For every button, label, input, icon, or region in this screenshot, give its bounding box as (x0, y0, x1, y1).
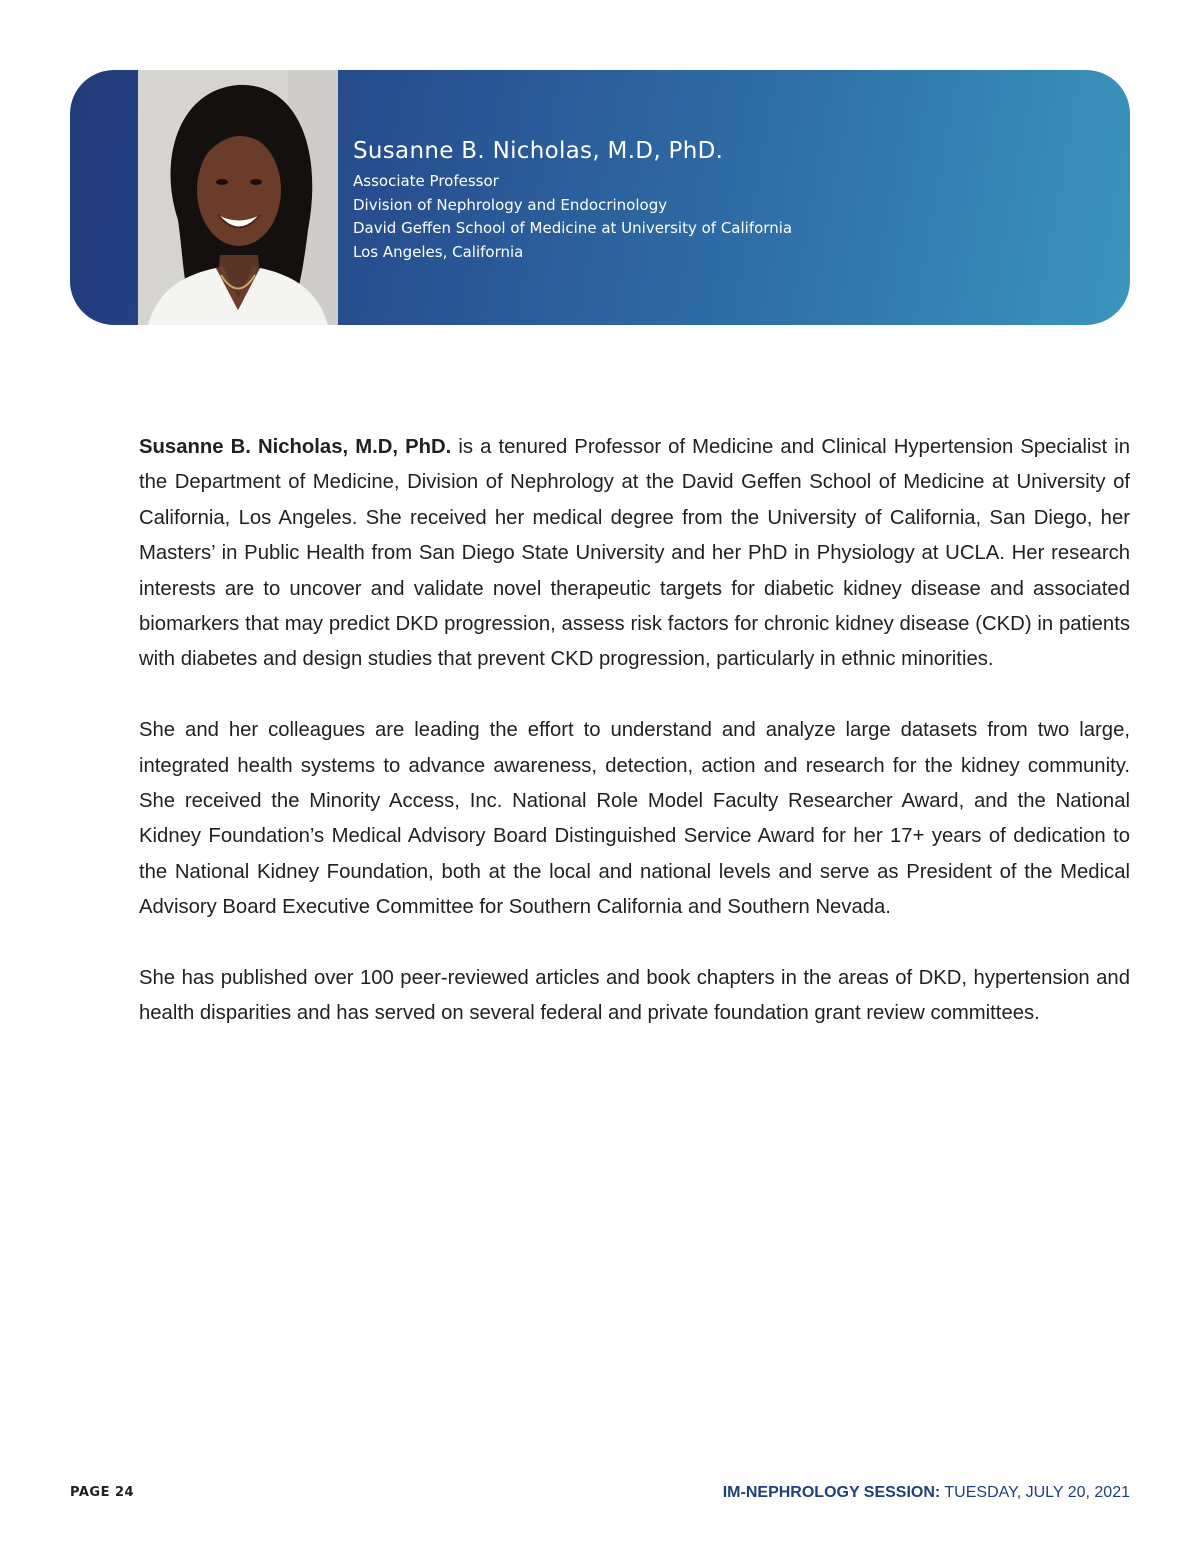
session-info (723, 1484, 1130, 1502)
speaker-location: Los Angeles, California (353, 242, 524, 261)
speaker-name: Susanne B. Nicholas, M.D, PhD. (353, 138, 724, 164)
bio-paragraph-1-text: is a tenured Professor of Medicine and Clinical Hypertension Specialist in the Department of Medicine, Division of Nephrology at the David Geffen School of Medicine at University of California, Los Angeles. She received her medical degree from the University of California, San Diego, her Masters’ in Public Health from San Diego State University and her PhD in Physiology at UCLA. Her research interests are to uncover and validate novel therapeutic targets for diabetic kidney disease and associated biomarkers that may predict DKD progression, assess risk factors for chronic kidney disease (CKD) in patients with diabetes and design studies that prevent CKD progression, particularly in ethnic minorities. (139, 436, 1130, 671)
bio-paragraph-3: She has published over 100 peer-reviewed articles and book chapters in the areas of DKD, hypertension and health disparities and has served on several federal and private foundation grant review committees. (139, 967, 1130, 1025)
session-label: IM-NEPHROLOGY SESSION: (722, 1484, 941, 1501)
speaker-title: Associate Professor (353, 172, 499, 190)
page-number: PAGE 24 (70, 1485, 135, 1500)
header-banner (70, 70, 1130, 325)
session-date: TUESDAY, JULY 20, 2021 (940, 1484, 1130, 1501)
bio-paragraph-2: She and her colleagues are leading the effort to understand and analyze large datasets from two large, integrated health systems to advance awareness, detection, action and research for the kidney community. She received the Minority Access, Inc. National Role Model Faculty Researcher Award, and the National Kidney Foundation’s Medical Advisory Board Distinguished Service Award for her 17+ years of dedication to the National Kidney Foundation, both at the local and national levels and serve as President of the Medical Advisory Board Executive Committee for Southern California and Southern Nevada. (139, 719, 1130, 919)
bio-name: Susanne B. Nicholas, M.D, PhD. (139, 436, 452, 458)
header-text (353, 136, 792, 264)
portrait-photo (138, 70, 338, 325)
speaker-division: Division of Nephrology and Endocrinology (353, 195, 668, 214)
bio-paragraph (139, 430, 1130, 678)
speaker-school: David Geffen School of Medicine at University of California (353, 219, 793, 237)
biography (139, 430, 1130, 1067)
